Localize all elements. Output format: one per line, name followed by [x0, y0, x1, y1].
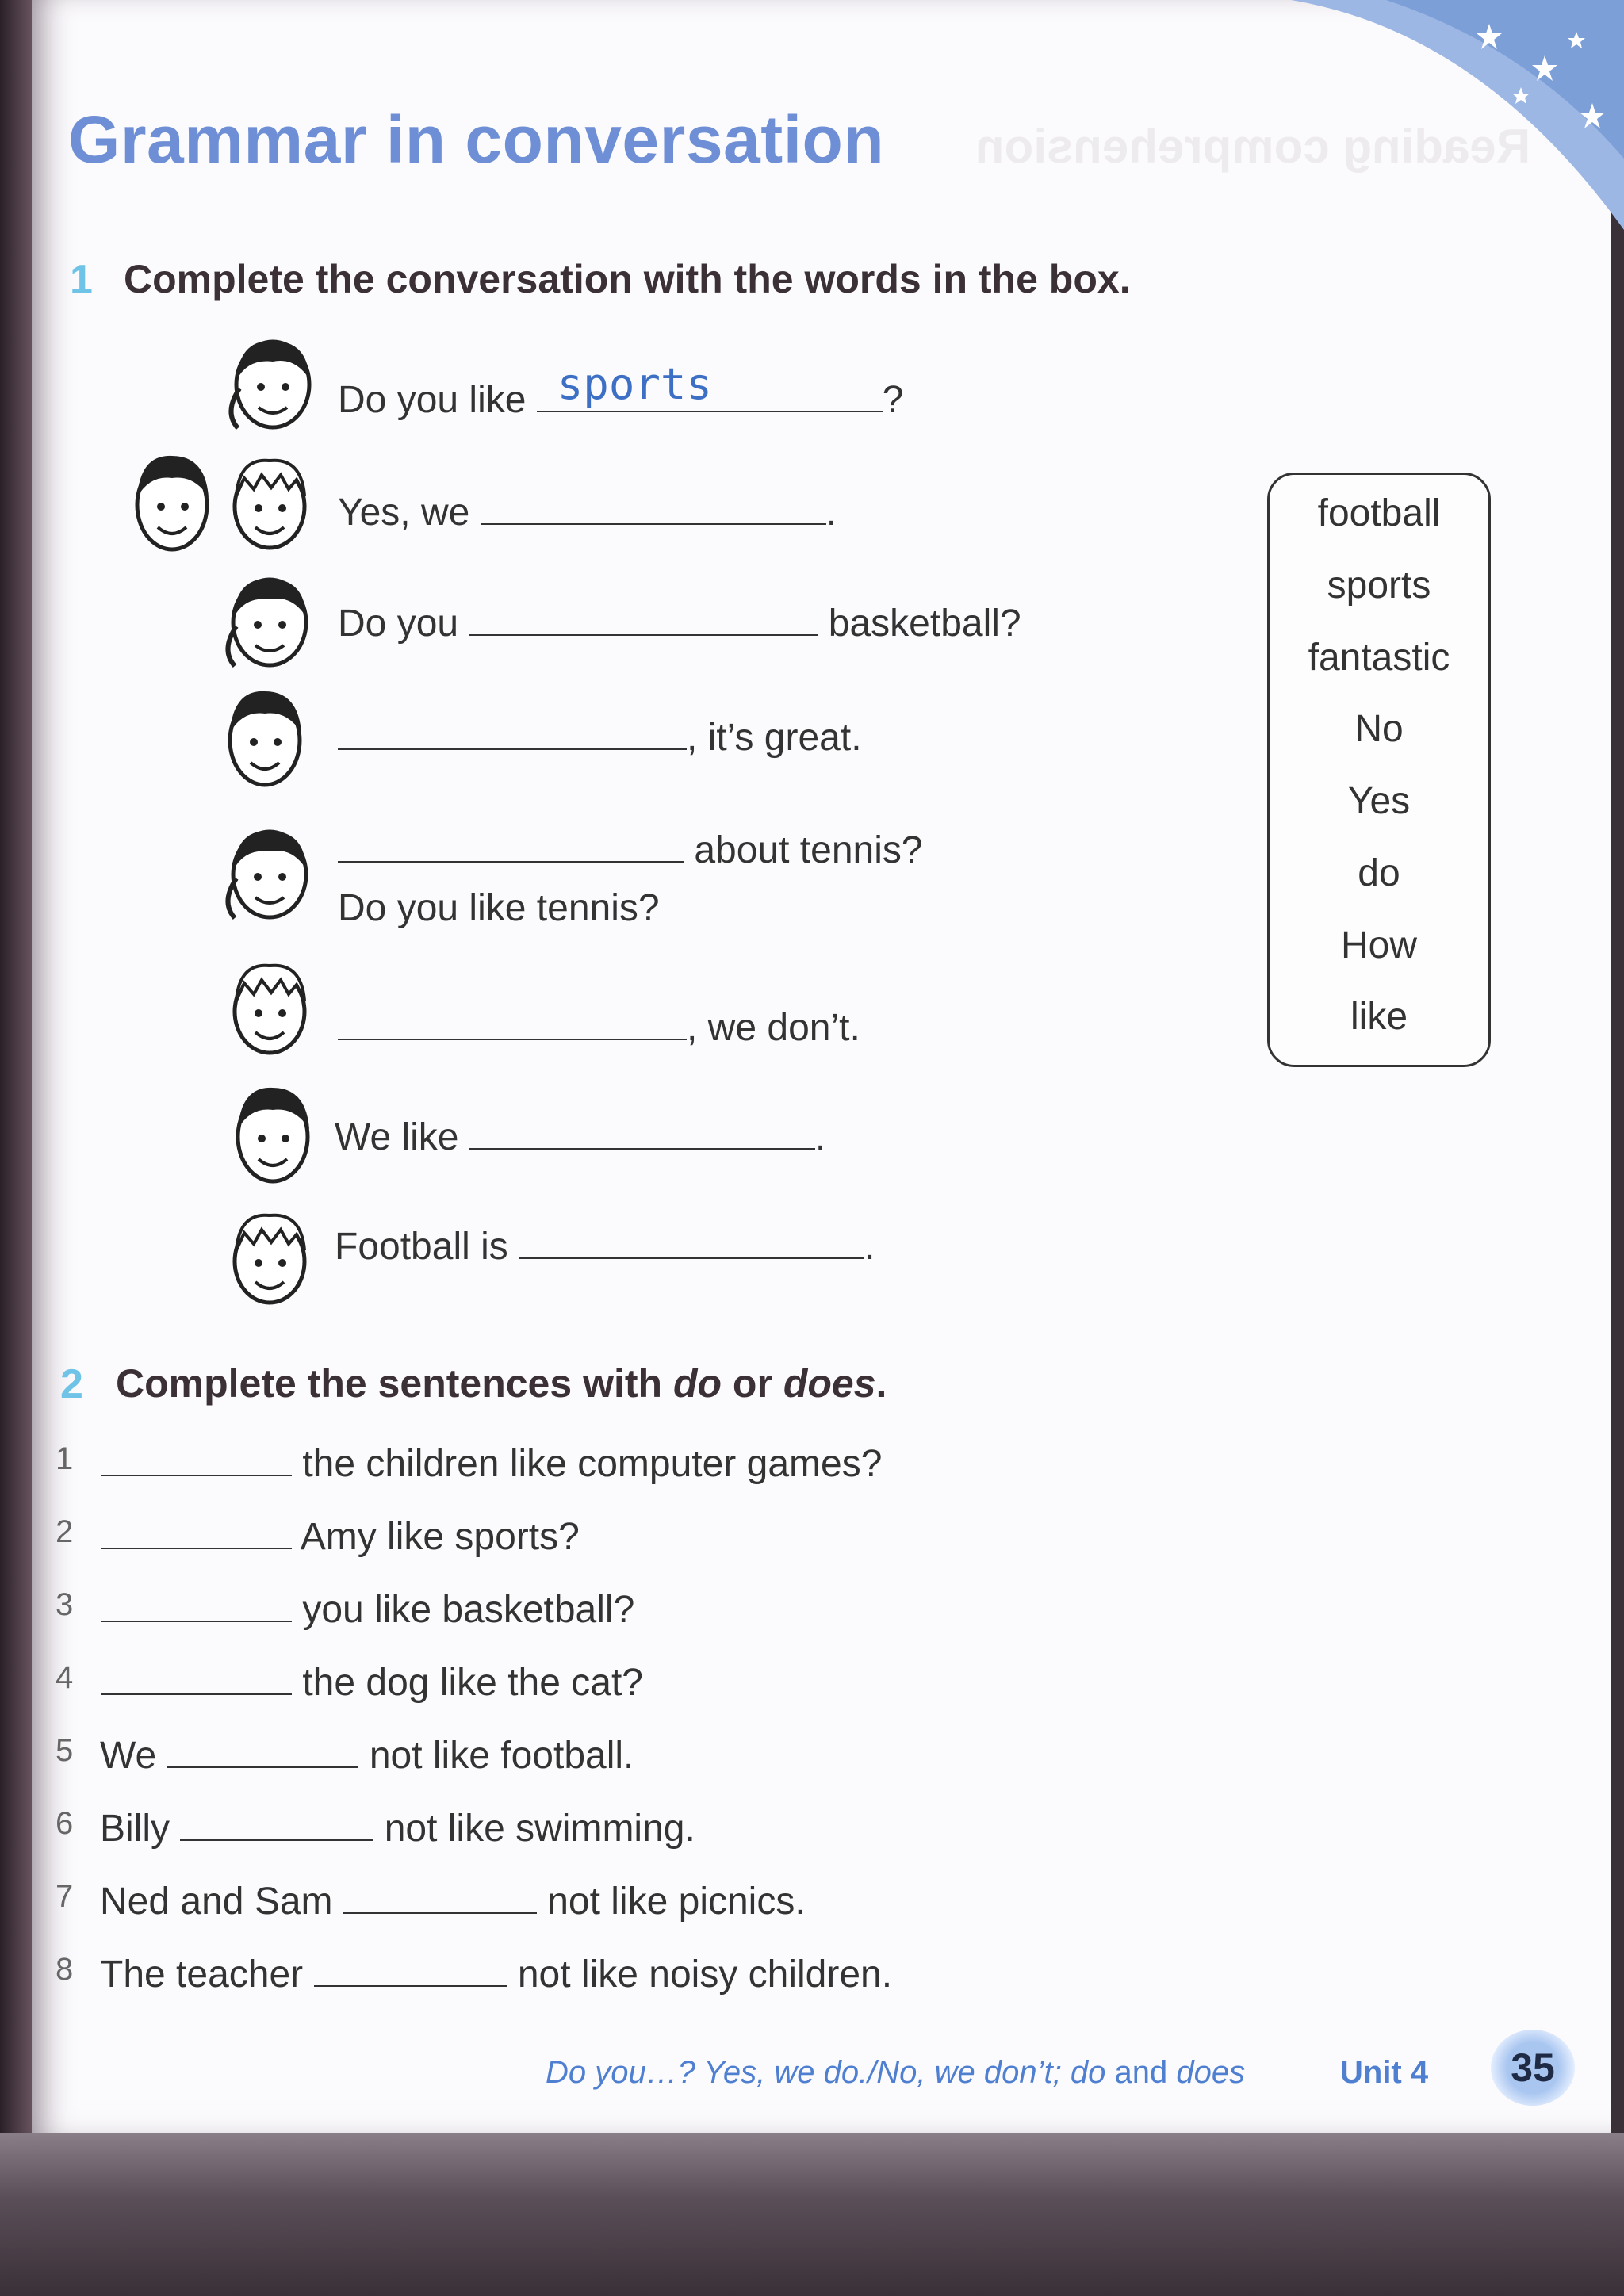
sentence-7: Ned and Sam not like picnics.	[100, 1874, 806, 1923]
handwritten-answer: sports	[557, 359, 712, 409]
answer-blank-7[interactable]	[469, 1110, 815, 1150]
word-box-item: do	[1358, 851, 1400, 894]
sentence-1: the children like computer games?	[102, 1437, 882, 1486]
sentence-4: the dog like the cat?	[102, 1655, 643, 1705]
answer-blank-6[interactable]	[338, 1001, 687, 1040]
sentence-number: 8	[56, 1952, 74, 1987]
conversation-line-6: Do you like tennis?	[338, 887, 660, 929]
sentence-3: you like basketball?	[102, 1582, 634, 1632]
boy-face-icon	[224, 1072, 323, 1191]
word-box	[1267, 473, 1491, 1067]
boy-face-icon	[220, 951, 320, 1062]
word-box-item: football	[1317, 492, 1441, 534]
sentence-blank[interactable]	[102, 1437, 292, 1476]
sentence-number: 4	[56, 1660, 74, 1695]
boy-face-icon	[216, 675, 315, 794]
page-title: Grammar in conversation	[68, 102, 885, 177]
conversation-line-7: , we don’t.	[338, 1001, 860, 1050]
sentence-5: We not like football.	[100, 1728, 634, 1777]
boy-face-icon	[220, 1201, 320, 1312]
conversation-line-3: Do you basketball?	[338, 596, 1021, 645]
sentence-2: Amy like sports?	[102, 1510, 580, 1559]
exercise-2-instruction: Complete the sentences with do or does.	[116, 1361, 887, 1406]
sentence-number: 1	[56, 1441, 74, 1476]
girl-face-icon	[216, 325, 327, 436]
girl-face-icon	[213, 815, 324, 926]
word-box-item: like	[1350, 996, 1408, 1039]
answer-blank-4[interactable]	[338, 710, 687, 750]
sentence-number: 7	[56, 1879, 74, 1914]
sentence-number: 5	[56, 1733, 74, 1768]
answer-blank-5[interactable]	[338, 823, 684, 863]
page-number: 35	[1491, 2030, 1575, 2106]
sentence-blank[interactable]	[180, 1801, 373, 1841]
sentence-blank[interactable]	[102, 1655, 292, 1695]
word-box-item: How	[1340, 924, 1418, 966]
exercise-1-instruction: Complete the conversation with the words in the box.	[124, 257, 1131, 301]
footer-grammar-summary: Do you…? Yes, we do./No, we don’t; do and does	[546, 2055, 1246, 2090]
sentence-number: 3	[56, 1587, 74, 1622]
word-box-item: Yes	[1347, 780, 1411, 822]
sentence-number: 2	[56, 1514, 74, 1549]
word-box-item: sports	[1327, 564, 1431, 607]
sentence-blank[interactable]	[343, 1874, 537, 1914]
boy-face-icon	[123, 440, 222, 559]
conversation-line-8: We like .	[335, 1110, 825, 1159]
sentence-blank[interactable]	[102, 1582, 292, 1622]
conversation-line-1: Do you like sports ?	[338, 359, 904, 421]
page-bottom-shadow	[0, 2133, 1624, 2296]
boy-face-icon	[220, 446, 320, 557]
exercise-2-number: 2	[60, 1361, 83, 1407]
conversation-line-9: Football is .	[335, 1219, 875, 1269]
word-box-item: No	[1354, 708, 1404, 751]
footer-unit-label: Unit 4	[1340, 2055, 1429, 2090]
show-through-text: Reading comprehension	[975, 120, 1531, 173]
sentence-6: Billy not like swimming.	[100, 1801, 695, 1850]
conversation-line-4: , it’s great.	[338, 710, 862, 760]
word-box-item: fantastic	[1308, 636, 1450, 679]
answer-blank-2[interactable]	[481, 485, 826, 525]
sentence-blank[interactable]	[102, 1510, 292, 1549]
sentence-8: The teacher not like noisy children.	[100, 1947, 892, 1996]
exercise-1-number: 1	[70, 257, 93, 303]
sentence-blank[interactable]	[314, 1947, 508, 1987]
conversation-line-2: Yes, we .	[338, 485, 837, 534]
sentence-blank[interactable]	[167, 1728, 358, 1768]
sentence-number: 6	[56, 1806, 74, 1841]
answer-blank-8[interactable]	[519, 1219, 864, 1259]
girl-face-icon	[213, 563, 324, 674]
conversation-line-5: about tennis?	[338, 823, 923, 872]
answer-blank-3[interactable]	[469, 596, 818, 636]
